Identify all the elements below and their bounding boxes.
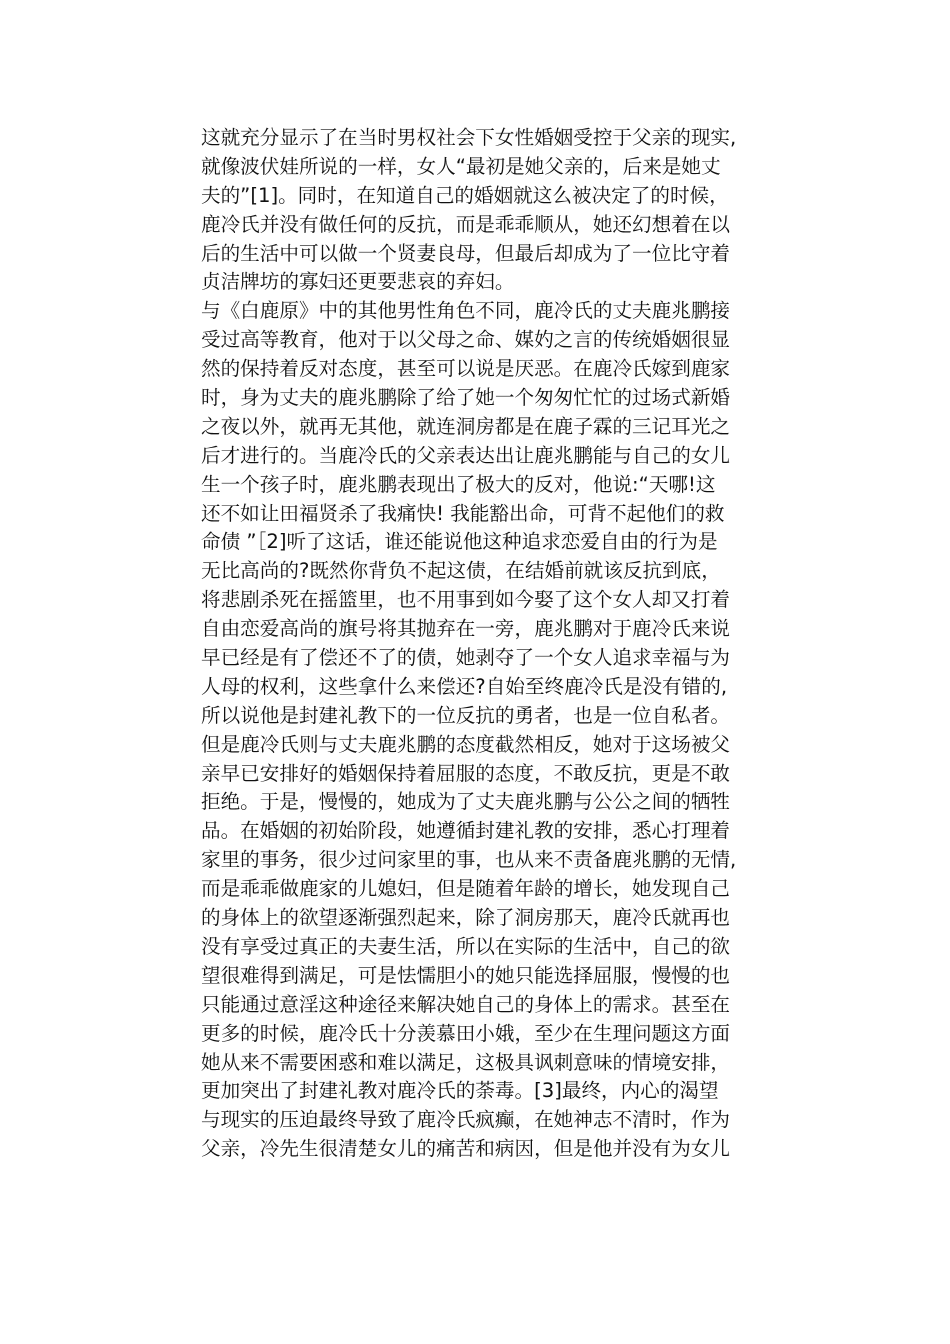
text-line: 品。在婚姻的初始阶段，她遵循封建礼教的安排，悉心打理着: [201, 819, 731, 843]
text-line: 无比高尚的?既然你背负不起这债，在结婚前就该反抗到底，: [201, 559, 721, 583]
text-line: 只能通过意淫这种途径来解决她自己的身体上的需求。甚至在: [201, 992, 731, 1016]
text-line: 与《白鹿原》中的其他男性角色不同，鹿冷氏的丈夫鹿兆鹏接: [201, 299, 731, 323]
text-line: 夫的”[1]。同时，在知道自己的婚姻就这么被决定了的时候，: [201, 183, 729, 207]
text-line: 更多的时候，鹿冷氏十分羡慕田小娥，至少在生理问题这方面: [201, 1021, 731, 1045]
text-line: 这就充分显示了在当时男权社会下女性婚姻受控于父亲的现实,: [201, 126, 737, 149]
text-line: 后才进行的。当鹿冷氏的父亲表达出让鹿兆鹏能与自己的女儿: [201, 443, 731, 467]
text-line: 望很难得到满足，可是怯懦胆小的她只能选择屈服，慢慢的也: [201, 963, 731, 987]
text-line: 亲早已安排好的婚姻保持着屈服的态度，不敢反抗，更是不敢: [201, 761, 731, 785]
text-line: 命债 ”［2]听了这话，谁还能说他这种追求恋爱自由的行为是: [201, 530, 718, 554]
text-line: 没有享受过真正的夫妻生活，所以在实际的生活中，自己的欲: [201, 934, 731, 958]
text-line: 还不如让田福贤杀了我痛快! 我能豁出命，可背不起他们的救: [201, 501, 725, 525]
text-line: 就像波伏娃所说的一样，女人“最初是她父亲的，后来是她丈: [201, 154, 721, 178]
text-line: 早已经是有了偿还不了的债，她剥夺了一个女人追求幸福与为: [201, 646, 731, 670]
text-line: 生一个孩子时，鹿兆鹏表现出了极大的反对，他说:“天哪!这: [201, 472, 716, 496]
text-line: 受过高等教育，他对于以父母之命、媒妁之言的传统婚姻很显: [201, 328, 731, 352]
text-line: 的身体上的欲望逐渐强烈起来，除了洞房那天，鹿冷氏就再也: [201, 906, 731, 930]
text-line: 然的保持着反对态度，甚至可以说是厌恶。在鹿冷氏嫁到鹿家: [201, 357, 731, 381]
text-line: 之夜以外，就再无其他，就连洞房都是在鹿子霖的三记耳光之: [201, 414, 731, 438]
text-line: 与现实的压迫最终导致了鹿冷氏疯癫，在她神志不清时，作为: [201, 1108, 731, 1132]
text-line: 所以说他是封建礼教下的一位反抗的勇者，也是一位自私者。: [201, 703, 731, 727]
text-line: 人母的权利，这些拿什么来偿还?自始至终鹿冷氏是没有错的,: [201, 674, 728, 698]
text-line: 但是鹿冷氏则与丈夫鹿兆鹏的态度截然相反，她对于这场被父: [201, 732, 731, 756]
text-line: 时，身为丈夫的鹿兆鹏除了给了她一个匆匆忙忙的过场式新婚: [201, 386, 731, 410]
text-line: 后的生活中可以做一个贤妻良母，但最后却成为了一位比守着: [201, 241, 731, 265]
body-text: [201, 124, 841, 1164]
text-line: 而是乖乖做鹿家的儿媳妇，但是随着年龄的增长，她发现自己: [201, 877, 731, 901]
text-line: 父亲，冷先生很清楚女儿的痛苦和病因，但是他并没有为女儿: [201, 1137, 731, 1161]
text-line: 鹿冷氏并没有做任何的反抗，而是乖乖顺从，她还幻想着在以: [201, 212, 731, 236]
text-line: 她从来不需要困惑和难以满足，这极具讽刺意味的情境安排，: [201, 1050, 731, 1074]
text-line: 拒绝。于是，慢慢的，她成为了丈夫鹿兆鹏与公公之间的牺牲: [201, 790, 731, 814]
text-line: 自由恋爱高尚的旗号将其抛弃在一旁，鹿兆鹏对于鹿冷氏来说: [201, 617, 731, 641]
text-line: 将悲剧杀死在摇篮里，也不用事到如今娶了这个女人却又打着: [201, 588, 731, 612]
text-line: 贞洁牌坊的寡妇还更要悲哀的弃妇。: [201, 270, 515, 294]
text-line: 更加突出了封建礼教对鹿冷氏的荼毒。[3]最终，内心的渴望: [201, 1079, 719, 1103]
text-line: 家里的事务，很少过问家里的事，也从来不责备鹿兆鹏的无情,: [201, 848, 737, 872]
